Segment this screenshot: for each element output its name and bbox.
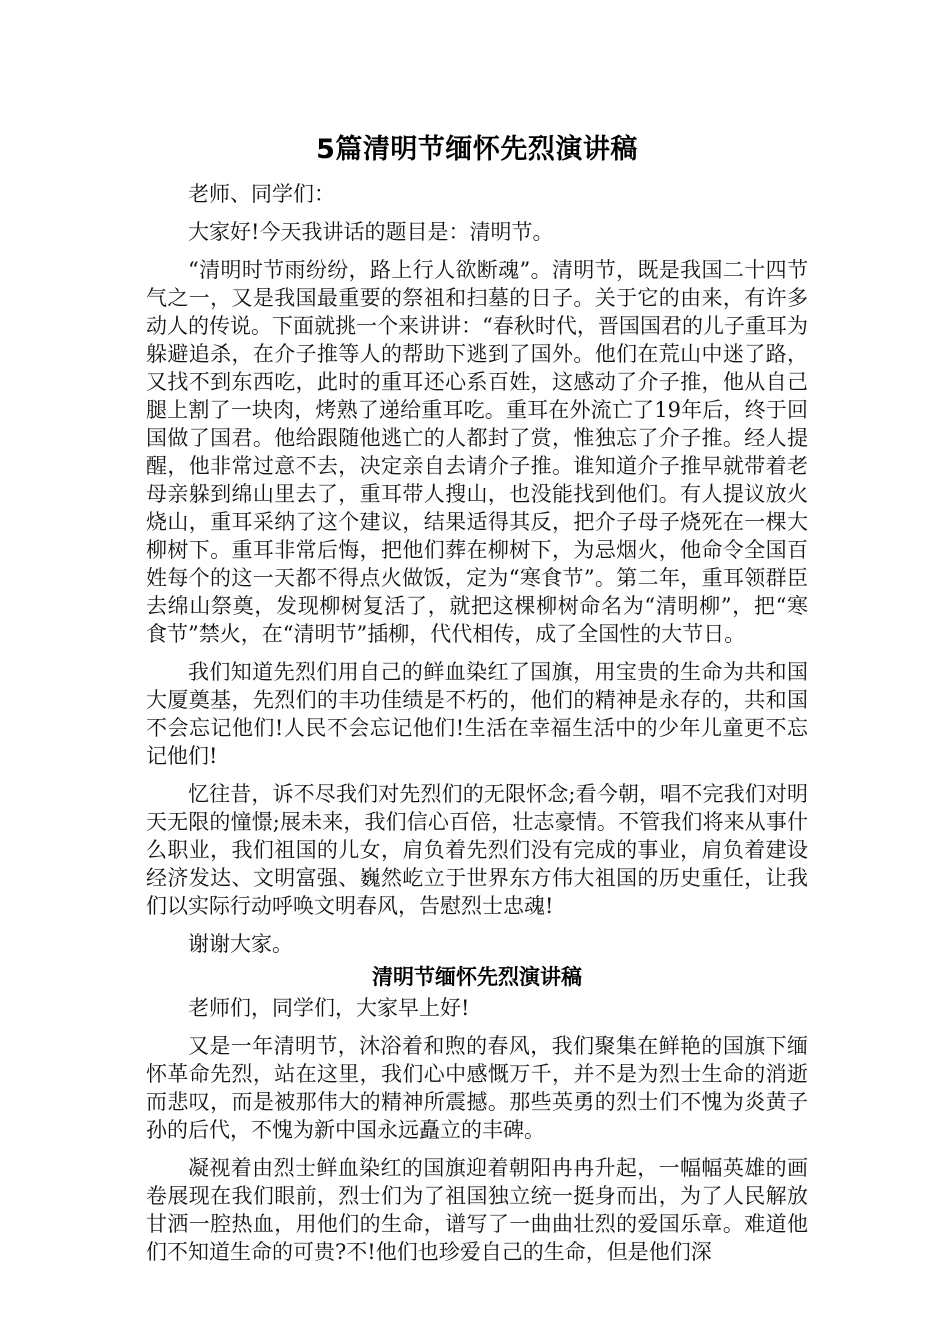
- section2-paragraph-2: 凝视着由烈士鲜血染红的国旗迎着朝阳冉冉升起，一幅幅英雄的画卷展现在我们眼前，烈士们为了祖国独立统一挺身而出，为了人民解放甘洒一腔热血，用他们的生命，谱写了一曲曲壮烈的爱国乐章。难道他们不知道生命的可贵?不!他们也珍爱自己的生命，但是他们深: [146, 1156, 808, 1264]
- document-title: 5篇清明节缅怀先烈演讲稿: [316, 134, 638, 165]
- legend-paragraph: “清明时节雨纷纷，路上行人欲断魂”。清明节，既是我国二十四节气之一，又是我国最重要的祭祖和扫墓的日子。关于它的由来，有许多动人的传说。下面就挑一个来讲讲：“春秋时代，晋国国君的儿子重耳为躲避追杀，在介子推等人的帮助下逃到了国外。他们在荒山中迷了路，又找不到东西吃，此时的重耳还心系百姓，这感动了介子推，他从自己腿上割了一块肉，烤熟了递给重耳吃。重耳在外流亡了19年后，终于回国做了国君。他给跟随他逃亡的人都封了赏，惟独忘了介子推。经人提醒，他非常过意不去，决定亲自去请介子推。谁知道介子推早就带着老母亲躲到绵山里去了，重耳带人搜山，也没能找到他们。有人提议放火烧山，重耳采纳了这个建议，结果适得其反，把介子母子烧死在一棵大柳树下。重耳非常后悔，把他们葬在柳树下，为忌烟火，他命令全国百姓每个的这一天都不得点火做饭，定为“寒食节”。第二年，重耳领群臣去绵山祭奠，发现柳树复活了，就把这棵柳树命名为“清明柳”，把“寒食节”禁火，在“清明节”插柳，代代相传，成了全国性的大节日。: [146, 258, 808, 646]
- section2-greeting-paragraph: 老师们，同学们，大家早上好!: [188, 996, 470, 1020]
- greeting-paragraph: 大家好!今天我讲话的题目是：清明节。: [188, 220, 554, 244]
- martyrs-paragraph: 我们知道先烈们用自己的鲜血染红了国旗，用宝贵的生命为共和国大厦奠基，先烈们的丰功佳绩是不朽的，他们的精神是永存的，共和国不会忘记他们!人民不会忘记他们!生活在幸福生活中的少年儿童更不忘记他们!: [146, 660, 808, 768]
- section2-paragraph-1: 又是一年清明节，沐浴着和煦的春风，我们聚集在鲜艳的国旗下缅怀革命先烈，站在这里，我们心中感慨万千，并不是为烈士生命的消逝而悲叹，而是被那伟大的精神所震撼。那些英勇的烈士们不愧为炎黄子孙的后代，不愧为新中国永远矗立的丰碑。: [146, 1034, 808, 1142]
- document-body: [146, 128, 808, 1276]
- section-title: 清明节缅怀先烈演讲稿: [372, 964, 582, 989]
- salutation-paragraph: 老师、同学们：: [188, 182, 335, 206]
- future-paragraph: 忆往昔，诉不尽我们对先烈们的无限怀念;看今朝，唱不完我们对明天无限的憧憬;展未来，我们信心百倍，壮志豪情。不管我们将来从事什么职业，我们祖国的儿女，肩负着先烈们没有完成的事业，肩负着建设经济发达、文明富强、巍然屹立于世界东方伟大祖国的历史重任，让我们以实际行动呼唤文明春风，告慰烈士忠魂!: [146, 782, 808, 918]
- thanks-paragraph: 谢谢大家。: [188, 932, 293, 956]
